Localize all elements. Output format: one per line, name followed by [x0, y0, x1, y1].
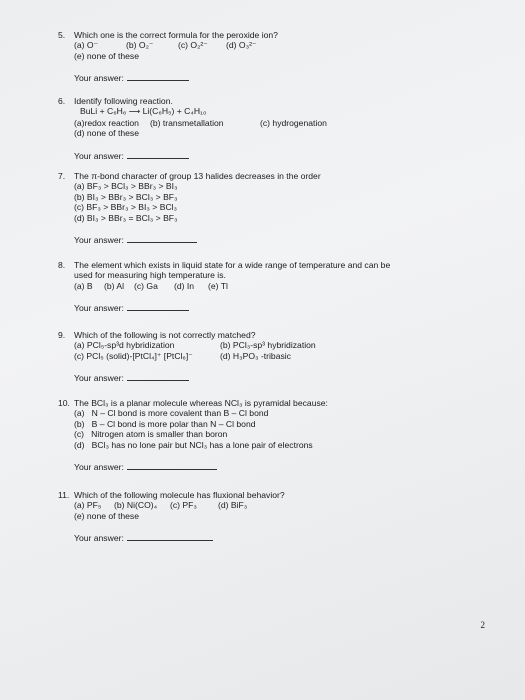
option-c: (c) PCl₅ (solid)-[PtCl₄]⁺ [PtCl₆]⁻	[74, 350, 193, 361]
answer-blank[interactable]	[127, 532, 213, 541]
option-e: (e) none of these	[74, 50, 139, 61]
question-number: 8.	[58, 260, 66, 270]
answer-label: Your answer:	[74, 373, 124, 384]
option-d: (d) BCl₃ has no lone pair but NCl₃ has a lone pair of electrons	[74, 439, 313, 450]
question-stem: Which of the following is not correctly matched?	[74, 330, 256, 340]
option-e: (e) none of these	[74, 510, 139, 521]
answer-line	[58, 150, 498, 161]
option-a: (a) N – Cl bond is more covalent than B – Cl bond	[74, 408, 269, 419]
answer-label: Your answer:	[74, 73, 124, 84]
question-stem: Identify following reaction.	[74, 96, 173, 106]
answer-label: Your answer:	[74, 533, 124, 544]
option-a: (a) BF₃ > BCl₃ > BBr₃ > BI₃	[74, 181, 178, 192]
option-d: (d) In	[174, 280, 195, 291]
options-row	[58, 118, 498, 128]
option-a: (a) O⁻	[74, 40, 99, 51]
option-c: (c) Nitrogen atom is smaller than boron	[74, 429, 228, 440]
answer-blank[interactable]	[127, 372, 189, 381]
reaction-reactants: BuLi + C₆H₆	[80, 106, 127, 117]
answer-line	[58, 234, 498, 245]
option-d: (d) O₃²⁻	[226, 40, 257, 51]
option-d: (d) none of these	[74, 128, 139, 139]
answer-blank[interactable]	[127, 302, 189, 311]
option-c: (c) PF₃	[170, 500, 197, 511]
answer-blank[interactable]	[127, 72, 189, 81]
question-stem: The BCl₃ is a planar molecule whereas NCl₃ is pyramidal because:	[74, 398, 328, 408]
answer-label: Your answer:	[74, 150, 124, 161]
reaction-products: Li(C₆H₅) + C₄H₁₀	[142, 106, 207, 117]
option-c: (c) BF₃ > BBr₃ > BI₃ > BCl₃	[74, 202, 178, 213]
question-5	[58, 30, 498, 84]
option-a: (a) PF₅	[74, 500, 102, 511]
question-stem-continued: used for measuring high temperature is.	[74, 270, 226, 281]
question-number: 5.	[58, 30, 66, 40]
answer-line	[58, 372, 498, 383]
answer-line	[58, 461, 498, 472]
options-row	[58, 500, 498, 510]
question-stem: Which of the following molecule has fluxional behavior?	[74, 490, 285, 500]
question-10	[58, 398, 498, 472]
page-number: 2	[480, 620, 485, 630]
answer-label: Your answer:	[74, 235, 124, 246]
option-e: (e) Tl	[208, 280, 228, 291]
option-b: (b) Ni(CO)₄	[114, 500, 158, 511]
answer-line	[58, 302, 498, 313]
option-a: (a)redox reaction	[74, 117, 139, 128]
answer-line	[58, 532, 498, 543]
question-number: 11.	[58, 490, 70, 500]
option-d: (d) BI₃ > BBr₃ = BCl₃ > BF₃	[74, 212, 178, 223]
question-number: 7.	[58, 171, 66, 181]
options-row	[58, 340, 498, 350]
option-c: (c) Ga	[134, 280, 158, 291]
option-d: (d) BiF₃	[218, 500, 248, 511]
option-b: (b) BI₃ > BBr₃ > BCl₃ > BF₃	[74, 191, 178, 202]
answer-blank[interactable]	[127, 150, 189, 159]
option-b: (b) O₂⁻	[126, 40, 154, 51]
answer-label: Your answer:	[74, 303, 124, 314]
option-b: (b) PCl₃-sp³ hybridization	[220, 340, 316, 351]
answer-label: Your answer:	[74, 462, 124, 473]
question-6	[58, 96, 498, 161]
options-row	[58, 40, 498, 50]
option-c: (c) O₂²⁻	[178, 40, 208, 51]
question-7	[58, 171, 498, 245]
option-b: (b) transmetallation	[150, 117, 224, 128]
question-9	[58, 330, 498, 384]
option-d: (d) H₃PO₃ -tribasic	[220, 350, 291, 361]
answer-blank[interactable]	[127, 461, 217, 470]
reaction-arrow-icon: ⟶	[128, 107, 141, 117]
answer-blank[interactable]	[127, 234, 197, 243]
answer-line	[58, 72, 498, 83]
reaction-equation	[58, 106, 498, 117]
question-stem: Which one is the correct formula for the peroxide ion?	[74, 30, 278, 40]
option-b: (b) B – Cl bond is more polar than N – Cl bond	[74, 418, 256, 429]
question-number: 10.	[58, 398, 70, 408]
option-a: (a) PCl₅-sp³d hybridization	[74, 340, 175, 351]
question-stem: The element which exists in liquid state for a wide range of temperature and can be	[74, 260, 391, 270]
option-a: (a) B	[74, 280, 93, 291]
question-number: 9.	[58, 330, 66, 340]
option-b: (b) Al	[104, 280, 125, 291]
question-number: 6.	[58, 96, 66, 106]
question-stem: The π-bond character of group 13 halides decreases in the order	[74, 171, 321, 181]
options-row	[58, 351, 498, 361]
options-row	[58, 281, 498, 291]
question-8	[58, 260, 498, 314]
question-11	[58, 490, 498, 544]
option-c: (c) hydrogenation	[260, 117, 327, 128]
